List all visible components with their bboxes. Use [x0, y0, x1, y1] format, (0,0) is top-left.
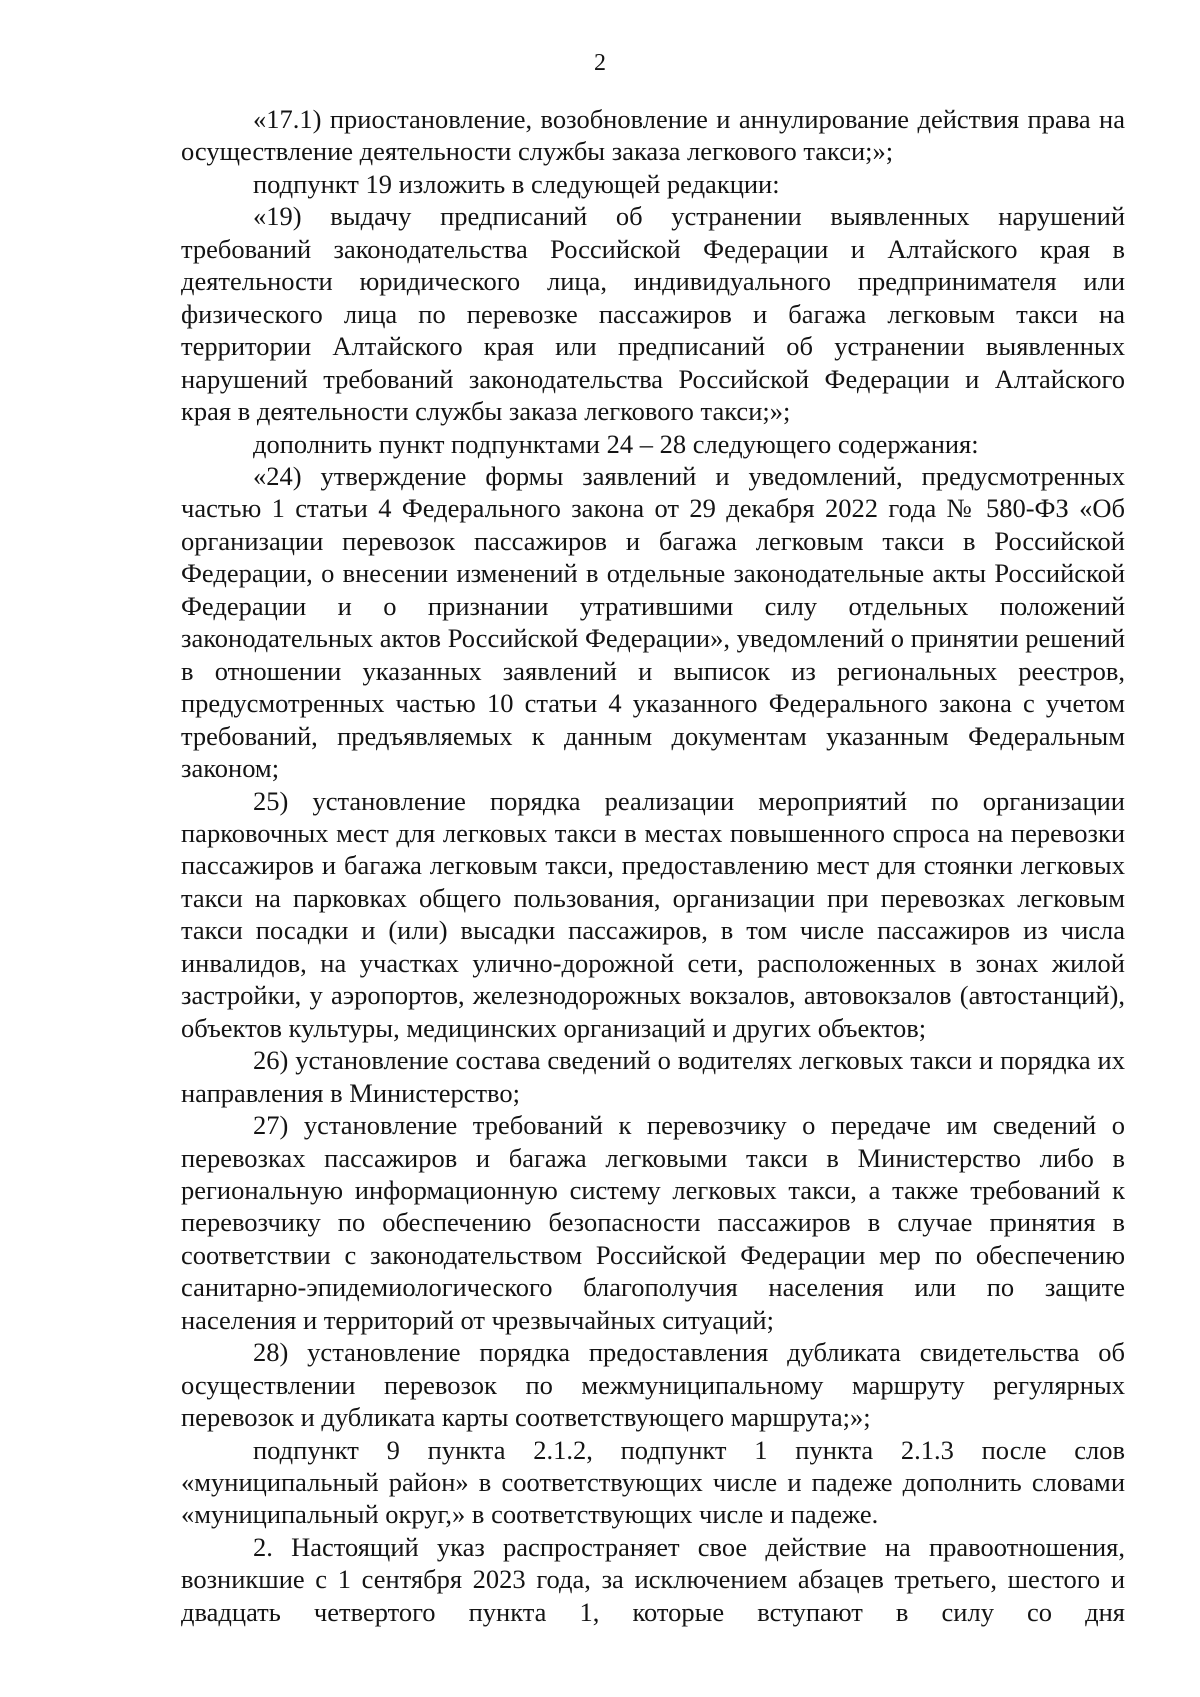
paragraph-24: «24) утверждение формы заявлений и уведомлений, предусмотренных частью 1 статьи 4 Федерального закона от 29 декабря 2022 года № 580-ФЗ «Об организации перевозок пассажиров и багажа легковым такси в Российской Федерации, о внесении изменений в отдельные законодательные акты Российской Федерации и о признании утратившими силу отдельных положений законодательных актов Российской Федерации», уведомлений о принятии решений в отношении указанных заявлений и выписок из региональных реестров, предусмотренных частью 10 статьи 4 указанного Федерального закона с учетом требований, предъявляемых к данным документам указанным Федеральным законом;	[181, 460, 1125, 784]
paragraph-add-24-28-intro: дополнить пункт подпунктами 24 – 28 следующего содержания:	[253, 428, 979, 459]
paragraph-amend-19-intro: подпункт 19 изложить в следующей редакции:	[253, 168, 780, 199]
paragraph-25: 25) установление порядка реализации мероприятий по организации парковочных мест для легковых такси в местах повышенного спроса на перевозки пассажиров и багажа легковым такси, предоставлению мест для стоянки легковых такси на парковках общего пользования, организации при перевозках легковым такси посадки и (или) высадки пассажиров, в том числе пассажиров из числа инвалидов, на участках улично-дорожной сети, расположенных в зонах жилой застройки, у аэропортов, железнодорожных вокзалов, автовокзалов (автостанций), объектов культуры, медицинских организаций и других объектов;	[181, 785, 1125, 1043]
page-number: 2	[594, 50, 606, 76]
paragraph-19: «19) выдачу предписаний об устранении выявленных нарушений требований законодательства Российской Федерации и Алтайского края в деятельности юридического лица, индивидуального предпринимателя или физического лица по перевозке пассажиров и багажа легковым такси на территории Алтайского края или предписаний об устранении выявленных нарушений требований законодательства Российской Федерации и Алтайского края в деятельности службы заказа легкового такси;»;	[181, 201, 1125, 427]
paragraph-28: 28) установление порядка предоставления дубликата свидетельства об осуществлении перевозок по межмуниципальному маршруту регулярных перевозок и дубликата карты соответствующего маршрута;»;	[181, 1337, 1125, 1433]
paragraph-26: 26) установление состава сведений о водителях легковых такси и порядка их направления в Министерство;	[181, 1045, 1125, 1108]
paragraph-municipal-okrug: подпункт 9 пункта 2.1.2, подпункт 1 пункта 2.1.3 после слов «муниципальный район» в соответствующих числе и падеже дополнить словами «муниципальный округ,» в соответствующих числе и падеже.	[181, 1434, 1125, 1530]
paragraph-27: 27) установление требований к перевозчику о передаче им сведений о перевозках пассажиров и багажа легковыми такси в Министерство либо в региональную информационную систему легковых такси, а также требований к перевозчику по обеспечению безопасности пассажиров в случае принятия в соответствии с законодательством Российской Федерации мер по обеспечению санитарно-эпидемиологического благополучия населения или по защите населения и территорий от чрезвычайных ситуаций;	[181, 1110, 1125, 1335]
paragraph-2-effective-date: 2. Настоящий указ распространяет свое действие на правоотношения, возникшие с 1 сентября 2023 года, за исключением абзацев третьего, шестого и двадцать четвертого пункта 1, которые вступают в силу со дня	[181, 1531, 1125, 1627]
paragraph-17-1: «17.1) приостановление, возобновление и аннулирование действия права на осуществление деятельности службы заказа легкового такси;»;	[181, 104, 1125, 167]
document-body	[181, 103, 1125, 1628]
